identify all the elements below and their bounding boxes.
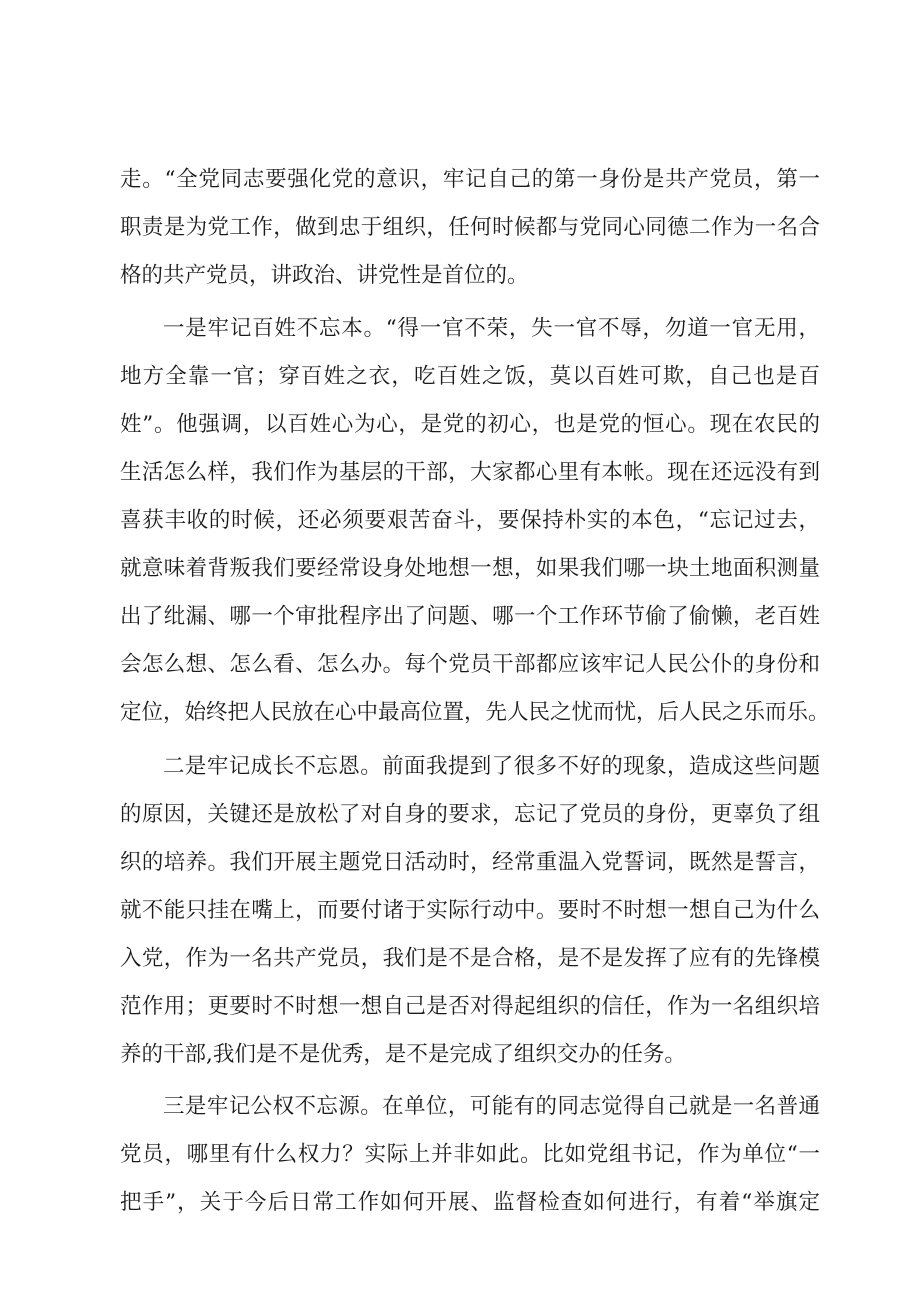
paragraph-line: 格的共产党员，讲政治、讲党性是首位的。 — [120, 263, 529, 288]
paragraph-line: 地方全靠一官；穿百姓之衣，吃百姓之饭，莫以百姓可欺，自己也是百 — [120, 364, 820, 389]
paragraph-line: 党员，哪里有什么权力？实际上并非如此。比如党组书记，作为单位“一 — [120, 1142, 820, 1167]
paragraph-line: 三是牢记公权不忘源。在单位，可能有的同志觉得自己就是一名普通 — [163, 1094, 820, 1119]
paragraph-line: 喜获丰收的时候，还必须要艰苦奋斗，要保持朴实的本色，“忘记过去， — [120, 508, 820, 533]
paragraph-line: 定位，始终把人民放在心中最高位置，先人民之忧而忧，后人民之乐而乐。 — [120, 700, 830, 725]
paragraph-line: 会怎么想、怎么看、怎么办。每个党员干部都应该牢记人民公仆的身份和 — [120, 652, 820, 677]
paragraph-line: 生活怎么样，我们作为基层的干部，大家都心里有本帐。现在还远没有到 — [120, 460, 820, 485]
paragraph-line: 姓”。他强调，以百姓心为心，是党的初心，也是党的恒心。现在农民的 — [120, 412, 820, 437]
paragraph-line: 把手”，关于今后日常工作如何开展、监督检查如何进行，有着“举旗定 — [120, 1190, 820, 1215]
paragraph-line: 职责是为党工作，做到忠于组织，任何时候都与党同心同德二作为一名合 — [120, 215, 820, 240]
paragraph-line: 入党，作为一名共产党员，我们是不是合格，是不是发挥了应有的先锋模 — [120, 946, 820, 971]
paragraph-line: 范作用；更要时不时想一想自己是否对得起组织的信任，作为一名组织培 — [120, 994, 820, 1019]
paragraph-line: 织的培养。我们开展主题党日活动时，经常重温入党誓词，既然是誓言， — [120, 850, 820, 875]
paragraph-line: 二是牢记成长不忘恩。前面我提到了很多不好的现象，造成这些问题 — [163, 754, 820, 779]
paragraph-line: 走。“全党同志要强化党的意识，牢记自己的第一身份是共产党员，第一 — [120, 167, 820, 192]
paragraph-line: 养的干部,我们是不是优秀，是不是完成了组织交办的任务。 — [120, 1042, 686, 1067]
paragraph-line: 出了纰漏、哪一个审批程序出了问题、哪一个工作环节偷了偷懒，老百姓 — [120, 604, 820, 629]
paragraph-line: 一是牢记百姓不忘本。“得一官不荣，失一官不辱，勿道一官无用， — [163, 316, 820, 341]
paragraph-line: 就不能只挂在嘴上，而要付诸于实际行动中。要时不时想一想自己为什么 — [120, 898, 820, 923]
paragraph-line: 的原因，关键还是放松了对自身的要求，忘记了党员的身份，更辜负了组 — [120, 802, 820, 827]
paragraph-line: 就意味着背叛我们要经常设身处地想一想，如果我们哪一块土地面积测量 — [120, 556, 820, 581]
